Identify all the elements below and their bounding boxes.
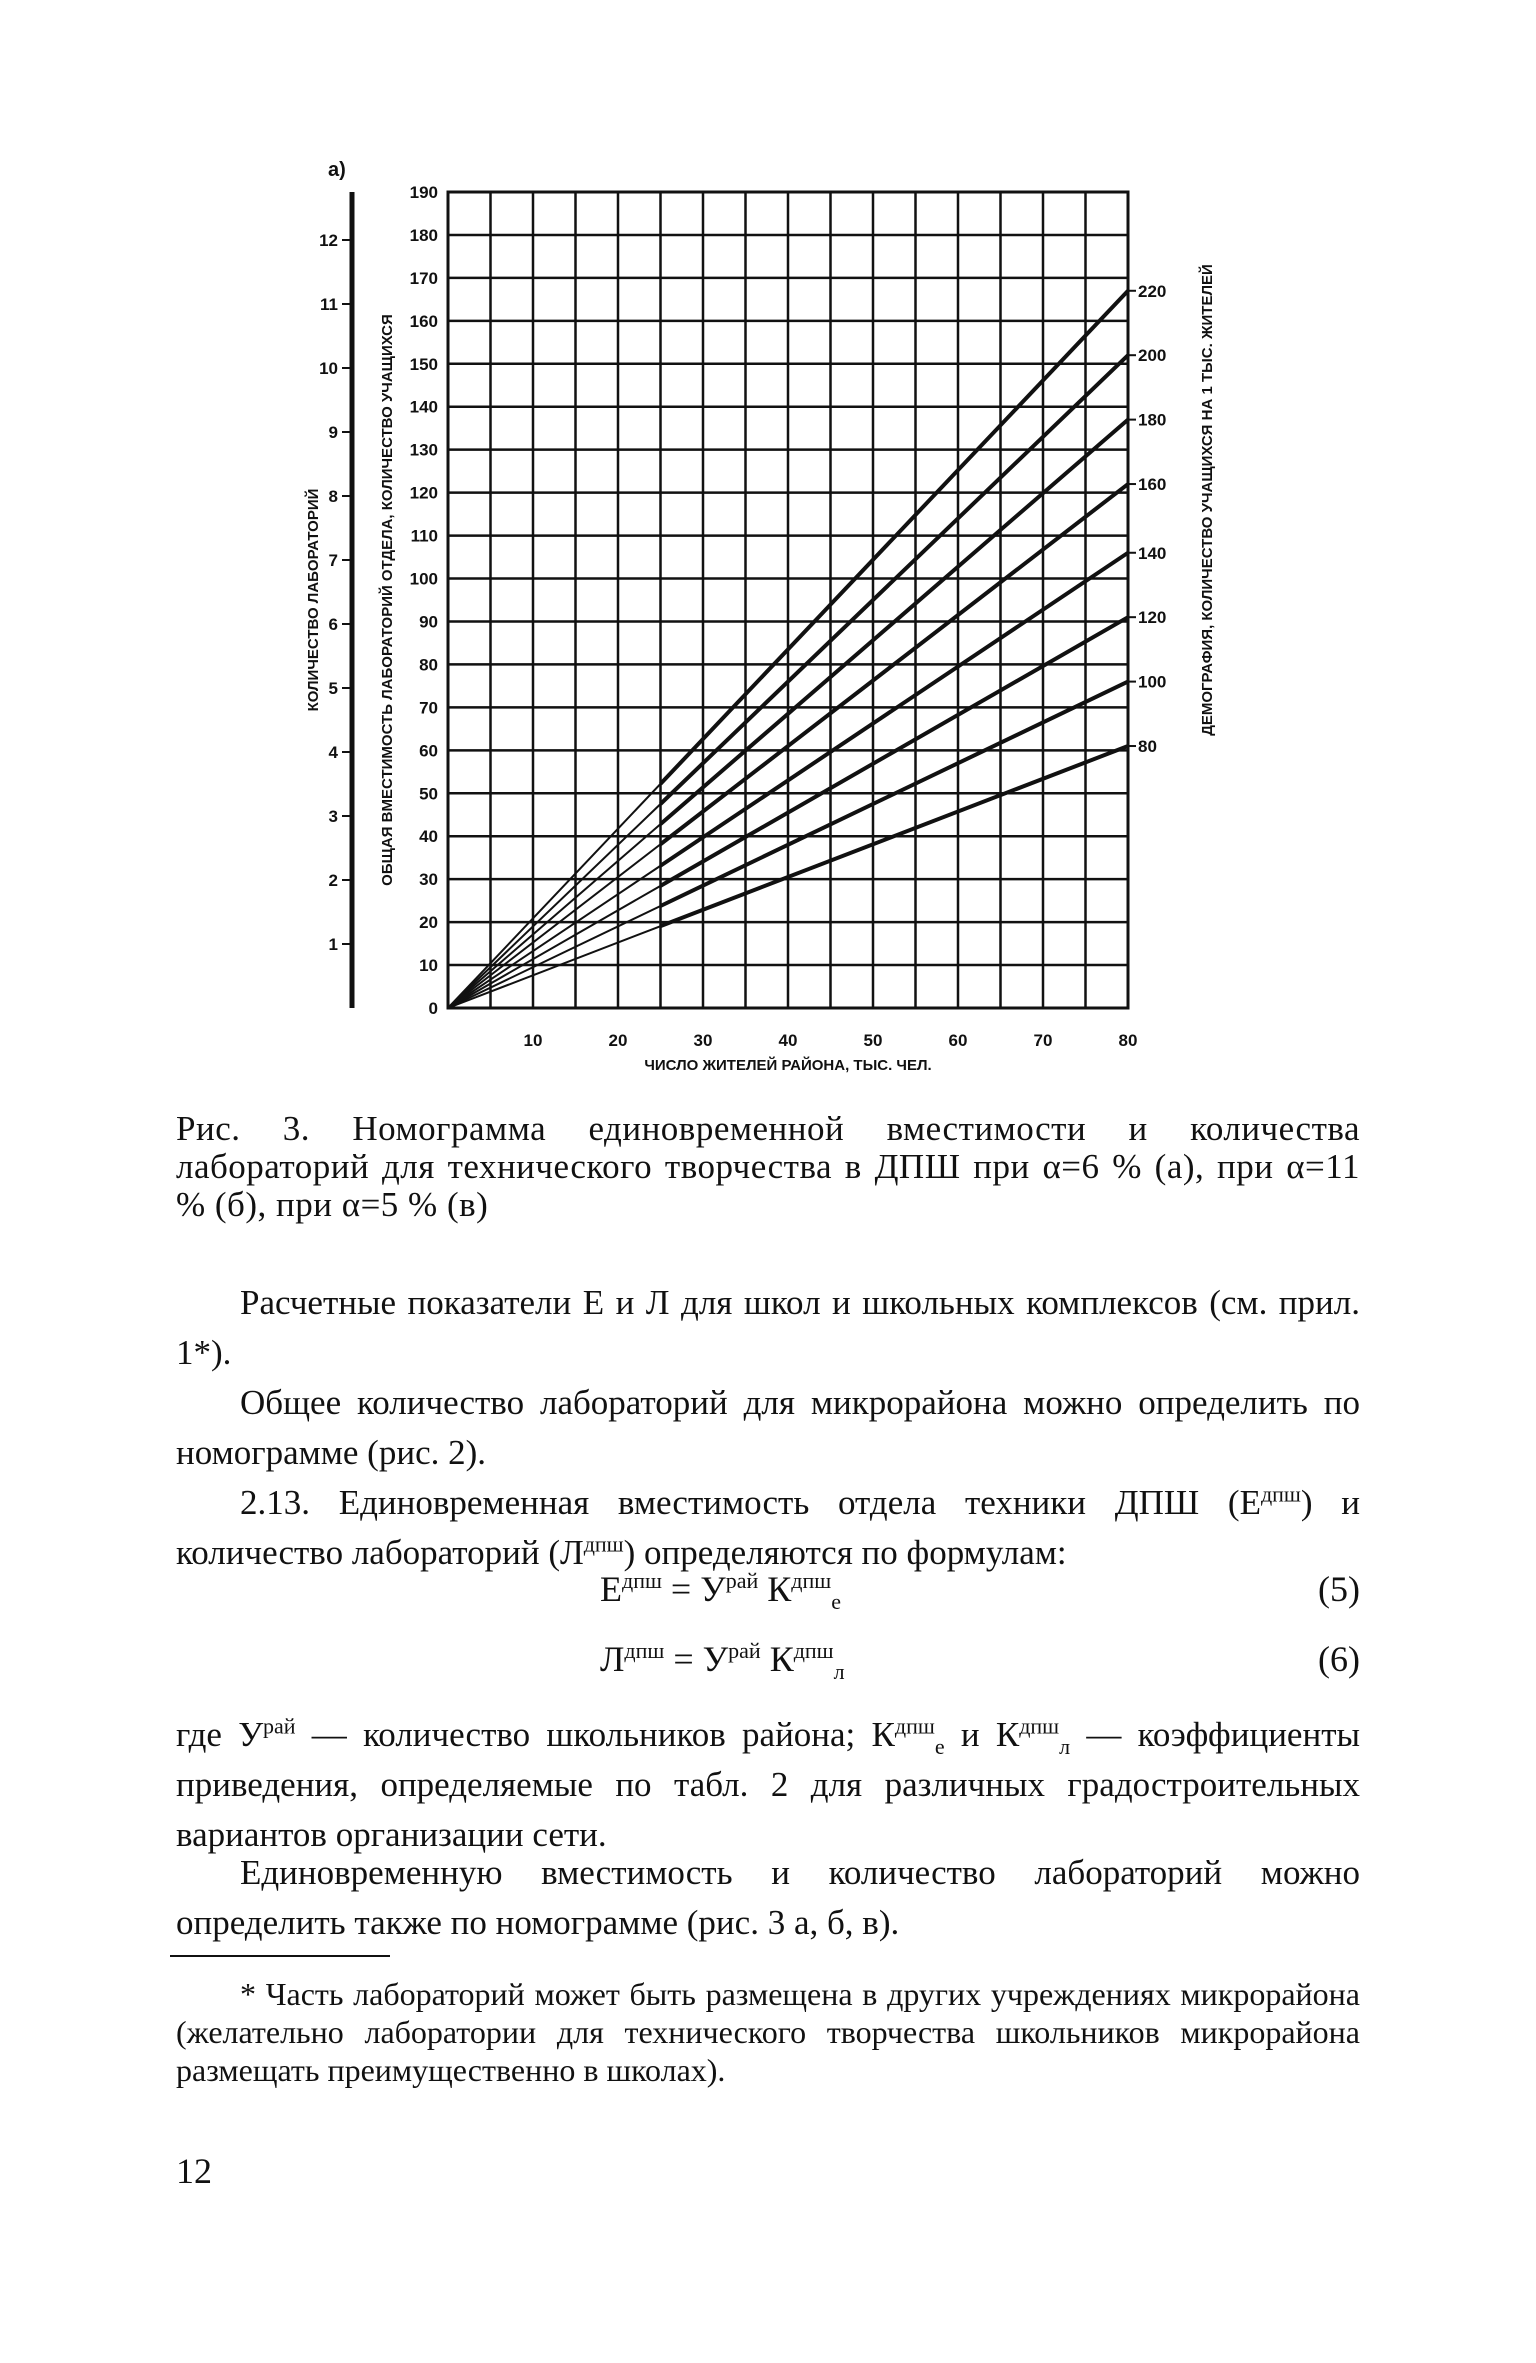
- y-tick-label: 100: [409, 569, 438, 589]
- paragraph-4: где $У^{рай}$ — количество школьников района; $К^{дпш}_е$ и $К^{дпш}_л$ — коэффициенты приведения, определяемые по табл. 2 для различных градостроительных вариантов организации сети.: [176, 1713, 1361, 1854]
- series-line-220: [448, 784, 661, 1008]
- y-tick-label: 160: [409, 311, 438, 331]
- series-line-180: [448, 824, 661, 1008]
- y-tick-label: 30: [419, 870, 438, 890]
- right-tick-label: 180: [1138, 410, 1167, 430]
- y-tick-label: 120: [409, 483, 438, 503]
- x-tick-label: 10: [523, 1031, 543, 1050]
- footnote-rule: [170, 1955, 390, 1957]
- formula-6: $Л^{дпш} = У^{рай}$ $К^{дпш}_л$: [600, 1638, 845, 1685]
- outer-tick-label: 4: [328, 743, 338, 762]
- y-tick-label: 150: [409, 354, 438, 374]
- y-outer-title: КОЛИЧЕСТВО ЛАБОРАТОРИЙ: [305, 488, 322, 712]
- right-tick-label: 220: [1138, 281, 1167, 301]
- right-tick-label: 140: [1138, 543, 1167, 563]
- panel-label: а): [328, 159, 346, 181]
- outer-tick-label: 6: [328, 615, 338, 634]
- nomogram-figure: [0, 0, 1536, 1100]
- outer-tick-label: 2: [328, 871, 338, 890]
- right-tick-label: 100: [1138, 672, 1167, 692]
- x-tick-label: 70: [1033, 1031, 1053, 1050]
- formula-6-number: (6): [1318, 1639, 1360, 1679]
- y-tick-label: 10: [419, 956, 438, 976]
- right-tick-label: 200: [1138, 346, 1167, 366]
- page-number: 12: [176, 2151, 212, 2191]
- x-tick-label: 50: [863, 1031, 883, 1050]
- series-line-80: [448, 926, 661, 1008]
- x-tick-label: 80: [1118, 1031, 1138, 1050]
- y-tick-label: 180: [409, 225, 438, 245]
- outer-tick-label: 8: [328, 487, 338, 506]
- right-axis-title: ДЕМОГРАФИЯ, КОЛИЧЕСТВО УЧАЩИХСЯ НА 1 ТЫС. ЖИТЕЛЕЙ: [1199, 264, 1216, 736]
- right-tick-label: 80: [1138, 737, 1157, 757]
- outer-tick-label: 3: [328, 807, 338, 826]
- x-tick-label: 20: [608, 1031, 628, 1050]
- y-tick-label: 140: [409, 397, 438, 417]
- chart-labels: [304, 159, 1216, 1074]
- paragraph-2: Общее количество лабораторий для микрорайона можно определить по номограмме (рис. 2).: [176, 1383, 1360, 1472]
- x-tick-label: 30: [693, 1031, 713, 1050]
- y-inner-title: ОБЩАЯ ВМЕСТИМОСТЬ ЛАБОРАТОРИЙ ОТДЕЛА, КОЛИЧЕСТВО УЧАЩИХСЯ: [379, 314, 396, 886]
- outer-tick-label: 9: [328, 423, 338, 442]
- right-tick-label: 160: [1138, 475, 1167, 495]
- paragraph-5: Единовременную вместимость и количество лабораторий можно определить также по номограмме (рис. 3 а, б, в).: [176, 1853, 1360, 1942]
- y-tick-label: 0: [428, 999, 438, 1018]
- y-tick-label: 90: [419, 612, 438, 632]
- series-line-160: [448, 844, 661, 1008]
- series-line-140: [448, 866, 661, 1008]
- right-tick-label: 120: [1138, 608, 1167, 628]
- paragraph-3: 2.13. Единовременная вместимость отдела техники ДПШ $(Е^{дпш})$ и количество лабораторий $(Л^{дпш})$ определяются по формулам:: [176, 1481, 1360, 1572]
- formula-5: $Е^{дпш} = У^{рай}$ $К^{дпш}_е$: [600, 1568, 841, 1615]
- x-tick-label: 40: [778, 1031, 798, 1050]
- outer-tick-label: 7: [328, 551, 338, 570]
- y-tick-label: 40: [419, 827, 438, 847]
- outer-tick-label: 10: [319, 359, 338, 378]
- paragraph-1: Расчетные показатели Е и Л для школ и школьных комплексов (см. прил. 1*).: [176, 1283, 1360, 1372]
- y-tick-label: 110: [410, 526, 438, 546]
- y-tick-label: 170: [409, 268, 438, 288]
- formula-5-number: (5): [1318, 1569, 1360, 1609]
- series-line-200: [448, 804, 661, 1008]
- outer-tick-label: 1: [328, 935, 338, 954]
- outer-tick-label: 11: [320, 295, 338, 314]
- y-tick-label: 80: [419, 655, 438, 675]
- outer-tick-label: 5: [328, 679, 338, 698]
- x-tick-label: 60: [948, 1031, 968, 1050]
- figure-caption: Рис. 3. Номограмма единовременной вместимости и количества лабораторий для технического творчества в ДПШ при α=6 % (а), при α=11 % (б), при α=5 % (в): [176, 1109, 1360, 1224]
- chart-axes: [342, 192, 1136, 1008]
- footnote: * Часть лабораторий может быть размещена в других учреждениях микрорайона (желательно лаборатории для технического творчества школьников микрорайона размещать преимущественно в школах).: [176, 1976, 1360, 2088]
- y-tick-label: 130: [409, 440, 438, 460]
- x-axis-title: ЧИСЛО ЖИТЕЛЕЙ РАЙОНА, ТЫС. ЧЕЛ.: [644, 1057, 932, 1074]
- y-tick-label: 70: [419, 698, 438, 718]
- y-tick-label: 60: [419, 741, 438, 761]
- outer-tick-label: 12: [319, 231, 338, 250]
- y-tick-label: 20: [419, 913, 438, 933]
- y-tick-label: 190: [409, 183, 438, 202]
- series-line-120: [448, 886, 661, 1008]
- chart-grid: [448, 192, 1128, 1008]
- y-tick-label: 50: [419, 784, 438, 804]
